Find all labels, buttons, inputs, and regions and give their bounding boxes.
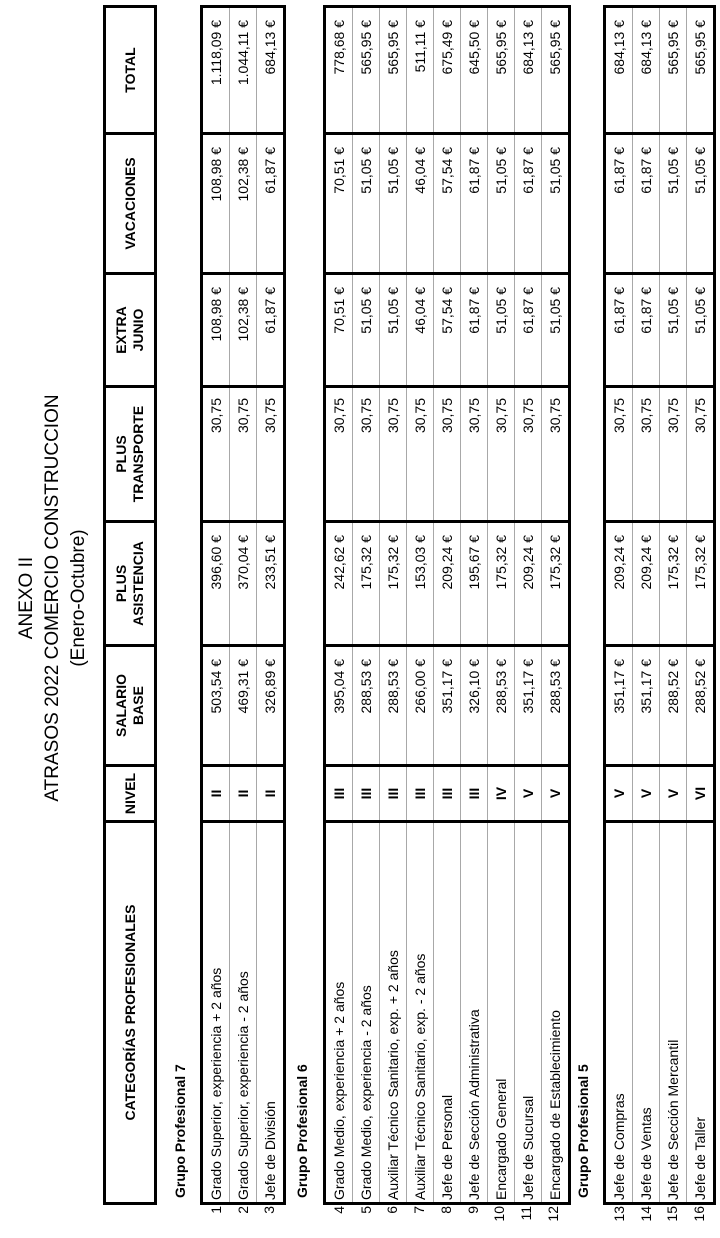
cell-transp: 30,75 [488,387,515,522]
cell-total: 565,95 € [488,7,515,134]
cell-total: 675,49 € [434,7,461,134]
cell-transp: 30,75 [353,387,380,522]
cell-vac: 51,05 € [353,134,380,274]
group-label: Grupo Profesional 5 [575,1064,591,1198]
cell-cat: Jefe de Taller [687,822,715,1204]
cell-asist: 195,67 € [461,522,488,646]
cell-vac: 70,51 € [325,134,353,274]
cell-vac: 51,05 € [687,134,715,274]
cell-total: 565,95 € [380,7,407,134]
cell-salario: 503,54 € [202,646,230,766]
row-number: 14 [637,1206,654,1222]
row-number: 10 [491,1206,508,1222]
cell-extra: 61,87 € [605,274,633,387]
cell-transp: 30,75 [542,387,570,522]
cell-asist: 175,32 € [542,522,570,646]
cell-total: 684,13 € [633,7,660,134]
row-number: 5 [357,1206,374,1214]
cell-salario: 395,04 € [325,646,353,766]
cell-salario: 326,89 € [257,646,285,766]
document-title [14,0,92,1238]
cell-cat: Jefe de Personal [434,822,461,1204]
cell-nivel: II [257,766,285,822]
cell-nivel: VI [687,766,715,822]
row-number: 9 [464,1206,481,1214]
table-row [407,7,434,1204]
cell-extra: 46,04 € [407,274,434,387]
table-row [353,7,380,1204]
cell-cat: Jefe de Sección Administrativa [461,822,488,1204]
cell-cat: Grado Medio, experiencia - 2 años [353,822,380,1204]
cell-asist: 175,32 € [488,522,515,646]
cell-total: 565,95 € [353,7,380,134]
cell-nivel: V [515,766,542,822]
cell-vac: 61,87 € [605,134,633,274]
cell-cat: Grado Medio, experiencia + 2 años [331,981,347,1200]
cell-transp: 30,75 [380,387,407,522]
table-row [488,7,515,1204]
cell-asist: 175,32 € [380,522,407,646]
cell-asist: 209,24 € [605,522,633,646]
cell-cat: Jefe de Ventas [633,822,660,1204]
cell-transp: 30,75 [202,387,230,522]
header-table [103,5,157,1205]
cell-asist: 153,03 € [407,522,434,646]
cell-nivel: V [605,766,633,822]
table-row [380,7,407,1204]
cell-extra: 102,38 € [230,274,257,387]
cell-vac: 51,05 € [380,134,407,274]
table-row [633,7,660,1204]
cell-extra: 70,51 € [325,274,353,387]
cell-transp: 30,75 [515,387,542,522]
cell-vac: 108,98 € [202,134,230,274]
cell-cat: Grado Superior, experiencia - 2 años [230,822,257,1204]
cell-vac: 61,87 € [633,134,660,274]
group-label: Grupo Profesional 7 [172,1064,188,1198]
cell-nivel: III [353,766,380,822]
group-table [200,5,286,1205]
title-main: ATRASOS 2022 COMERCIO CONSTRUCCION [42,394,63,802]
cell-transp: 30,75 [230,387,257,522]
cell-asist: 209,24 € [633,522,660,646]
table-row [515,7,542,1204]
table-row [542,7,570,1204]
cell-total: 565,95 € [542,7,570,134]
cell-asist: 370,04 € [230,522,257,646]
cell-extra: 61,87 € [633,274,660,387]
cell-cat: Jefe de Compras [611,1093,627,1200]
cell-salario: 351,17 € [515,646,542,766]
cell-nivel: II [230,766,257,822]
cell-salario: 288,52 € [687,646,715,766]
header-total: TOTAL [105,7,156,134]
cell-cat: Encargado General [488,822,515,1204]
cell-asist: 233,51 € [257,522,285,646]
group-label: Grupo Profesional 6 [294,1064,310,1198]
table-row [230,7,257,1204]
cell-asist: 175,32 € [353,522,380,646]
cell-total: 684,13 € [515,7,542,134]
header-row [105,7,156,1204]
cell-extra: 61,87 € [461,274,488,387]
cell-asist: 209,24 € [515,522,542,646]
cell-cat: Jefe de Sección Mercantil [660,822,687,1204]
cell-salario: 326,10 € [461,646,488,766]
cell-vac: 51,05 € [542,134,570,274]
table-row [325,7,353,1204]
cell-salario: 351,17 € [434,646,461,766]
cell-asist: 175,32 € [660,522,687,646]
cell-transp: 30,75 [687,387,715,522]
cell-nivel: II [202,766,230,822]
cell-extra: 51,05 € [380,274,407,387]
cell-vac: 51,05 € [660,134,687,274]
title-period: (Enero-Octubre) [68,529,89,667]
cell-total: 511,11 € [407,7,434,134]
cell-nivel: III [380,766,407,822]
table-row [202,7,230,1204]
cell-asist: 396,60 € [202,522,230,646]
cell-transp: 30,75 [461,387,488,522]
header-nivel: NIVEL [105,766,156,822]
group-table [323,5,571,1205]
row-number: 7 [411,1206,428,1214]
row-number: 16 [691,1206,708,1222]
table-row [257,7,285,1204]
cell-extra: 51,05 € [353,274,380,387]
cell-cat: Encargado de Establecimiento [542,822,570,1204]
row-number: 4 [331,1206,347,1214]
cell-vac: 57,54 € [434,134,461,274]
cell-extra: 51,05 € [542,274,570,387]
row-number: 1 [208,1206,224,1214]
cell-extra: 57,54 € [434,274,461,387]
cell-vac: 102,38 € [230,134,257,274]
row-number: 8 [437,1206,454,1214]
cell-transp: 30,75 [407,387,434,522]
cell-salario: 288,53 € [353,646,380,766]
group-table [603,5,716,1205]
row-number: 11 [517,1206,534,1221]
cell-total: 684,13 € [257,7,285,134]
cell-nivel: III [461,766,488,822]
title-annex: ANEXO II [16,556,37,640]
cell-cat: Jefe de División [257,822,285,1204]
cell-vac: 46,04 € [407,134,434,274]
row-number: 12 [544,1206,561,1222]
cell-salario: 288,53 € [488,646,515,766]
cell-extra: 51,05 € [660,274,687,387]
cell-total: 565,95 € [687,7,715,134]
cell-transp: 30,75 [325,387,353,522]
row-number: 6 [384,1206,401,1214]
cell-transp: 30,75 [660,387,687,522]
header-salario-base: SALARIO BASE [105,646,156,766]
cell-asist: 175,32 € [687,522,715,646]
cell-asist: 209,24 € [434,522,461,646]
table-row [434,7,461,1204]
cell-transp: 30,75 [633,387,660,522]
cell-transp: 30,75 [257,387,285,522]
cell-cat: Auxiliar Técnico Sanitario, exp. + 2 años [380,822,407,1204]
cell-asist: 242,62 € [325,522,353,646]
cell-salario: 288,53 € [542,646,570,766]
cell-salario: 351,17 € [633,646,660,766]
cell-salario: 266,00 € [407,646,434,766]
cell-nivel: V [542,766,570,822]
cell-extra: 61,87 € [515,274,542,387]
cell-salario: 288,52 € [660,646,687,766]
row-number: 15 [664,1206,681,1222]
cell-nivel: III [407,766,434,822]
cell-salario: 351,17 € [605,646,633,766]
cell-cat: Jefe de Sucursal [515,822,542,1204]
cell-total: 645,50 € [461,7,488,134]
cell-vac: 61,87 € [515,134,542,274]
cell-nivel: III [325,766,353,822]
header-vacaciones: VACACIONES [105,134,156,274]
cell-vac: 61,87 € [461,134,488,274]
table-row [687,7,715,1204]
cell-salario: 288,53 € [380,646,407,766]
header-extra-junio: EXTRA JUNIO [105,274,156,387]
cell-cat: Auxiliar Técnico Sanitario, exp. - 2 años [407,822,434,1204]
header-plus-transporte: PLUS TRANSPORTE [105,387,156,522]
cell-cat: Grado Superior, experiencia + 2 años [208,967,224,1200]
cell-extra: 51,05 € [687,274,715,387]
cell-total: 1.118,09 € [202,7,230,134]
cell-transp: 30,75 [434,387,461,522]
header-plus-asistencia: PLUS ASISTENCIA [105,522,156,646]
cell-total: 778,68 € [325,7,353,134]
cell-salario: 469,31 € [230,646,257,766]
cell-transp: 30,75 [605,387,633,522]
cell-nivel: III [434,766,461,822]
cell-vac: 61,87 € [257,134,285,274]
row-number: 2 [234,1206,251,1214]
cell-extra: 108,98 € [202,274,230,387]
cell-vac: 51,05 € [488,134,515,274]
table-row [605,7,633,1204]
cell-nivel: V [633,766,660,822]
row-number: 13 [611,1206,627,1222]
cell-total: 565,95 € [660,7,687,134]
cell-nivel: V [660,766,687,822]
cell-extra: 61,87 € [257,274,285,387]
table-row [660,7,687,1204]
table-row [461,7,488,1204]
cell-extra: 51,05 € [488,274,515,387]
cell-total: 1.044,11 € [230,7,257,134]
cell-nivel: IV [488,766,515,822]
row-number: 3 [261,1206,278,1214]
cell-total: 684,13 € [605,7,633,134]
header-categorias: CATEGORÍAS PROFESIONALES [121,904,138,1121]
